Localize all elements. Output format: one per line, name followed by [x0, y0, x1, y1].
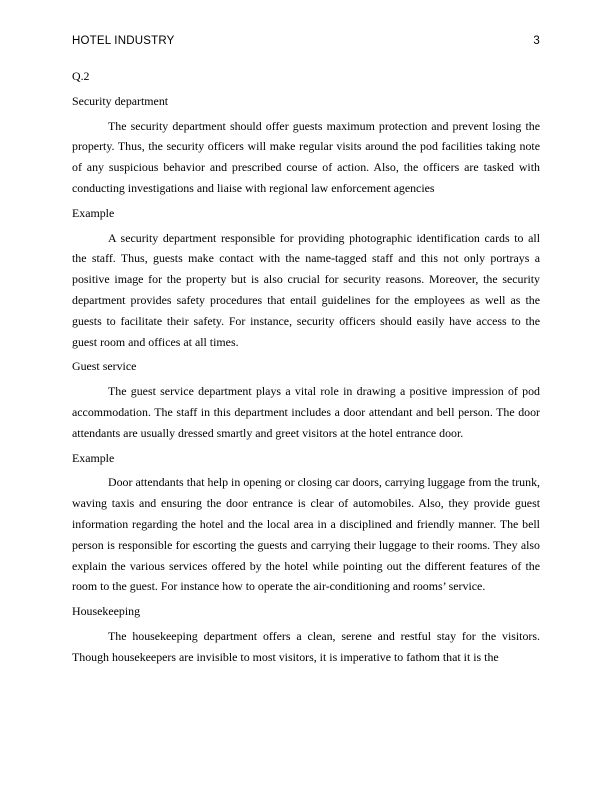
- section-heading-example-security: Example: [72, 205, 115, 220]
- paragraph-example-guest-service: Door attendants that help in opening or closing car doors, carrying luggage from the trunk, waving taxis and ensuring the door entrance is clear of automobiles. Also, they provide guest information regarding the hotel and the local area in a disciplined and friendly manner. The bell person is responsible for escorting the guests and carrying their luggage to their rooms. They also explain the various services offered by the hotel while pointing out the different features of the room to the guest. For instance how to operate the air-conditioning and rooms’ service.: [72, 475, 540, 594]
- paragraph-example-security: A security department responsible for providing photographic identification cards to all the staff. Thus, guests make contact with the name-tagged staff and this not only portrays a positive image for the property but is also crucial for security reasons. Moreover, the security department provides safety procedures that entail guidelines for the employees as well as the guests to facilitate their safety. For instance, security officers should easily have access to the guest room and offices at all times.: [72, 230, 540, 349]
- page-number: 3: [533, 35, 540, 47]
- paragraph-security: The security department should offer guests maximum protection and prevent losing the property. Thus, the security officers will make regular visits around the pod facilities taking note of any suspicious behavior and prescribed course of action. Also, the officers are tasked with conducting investigations and liaise with regional law enforcement agencies: [72, 118, 540, 195]
- question-label: Q.2: [72, 69, 90, 83]
- body-text: [72, 62, 540, 671]
- paragraph-guest-service: The guest service department plays a vital role in drawing a positive impression of pod accommodation. The staff in this department includes a door attendant and bell person. The door attendants are usually dressed smartly and greet visitors at the hotel entrance door.: [72, 384, 540, 440]
- running-header: [72, 35, 540, 51]
- section-heading-example-guest-service: Example: [72, 450, 115, 465]
- section-heading-housekeeping: Housekeeping: [72, 604, 141, 619]
- section-heading-security: Security department: [72, 93, 169, 108]
- section-heading-guest-service: Guest service: [72, 359, 137, 374]
- running-title: HOTEL INDUSTRY: [72, 35, 175, 47]
- paragraph-housekeeping: The housekeeping department offers a clean, serene and restful stay for the visitors. Though housekeepers are invisible to most visitors, it is imperative to fathom that it is the: [72, 628, 540, 664]
